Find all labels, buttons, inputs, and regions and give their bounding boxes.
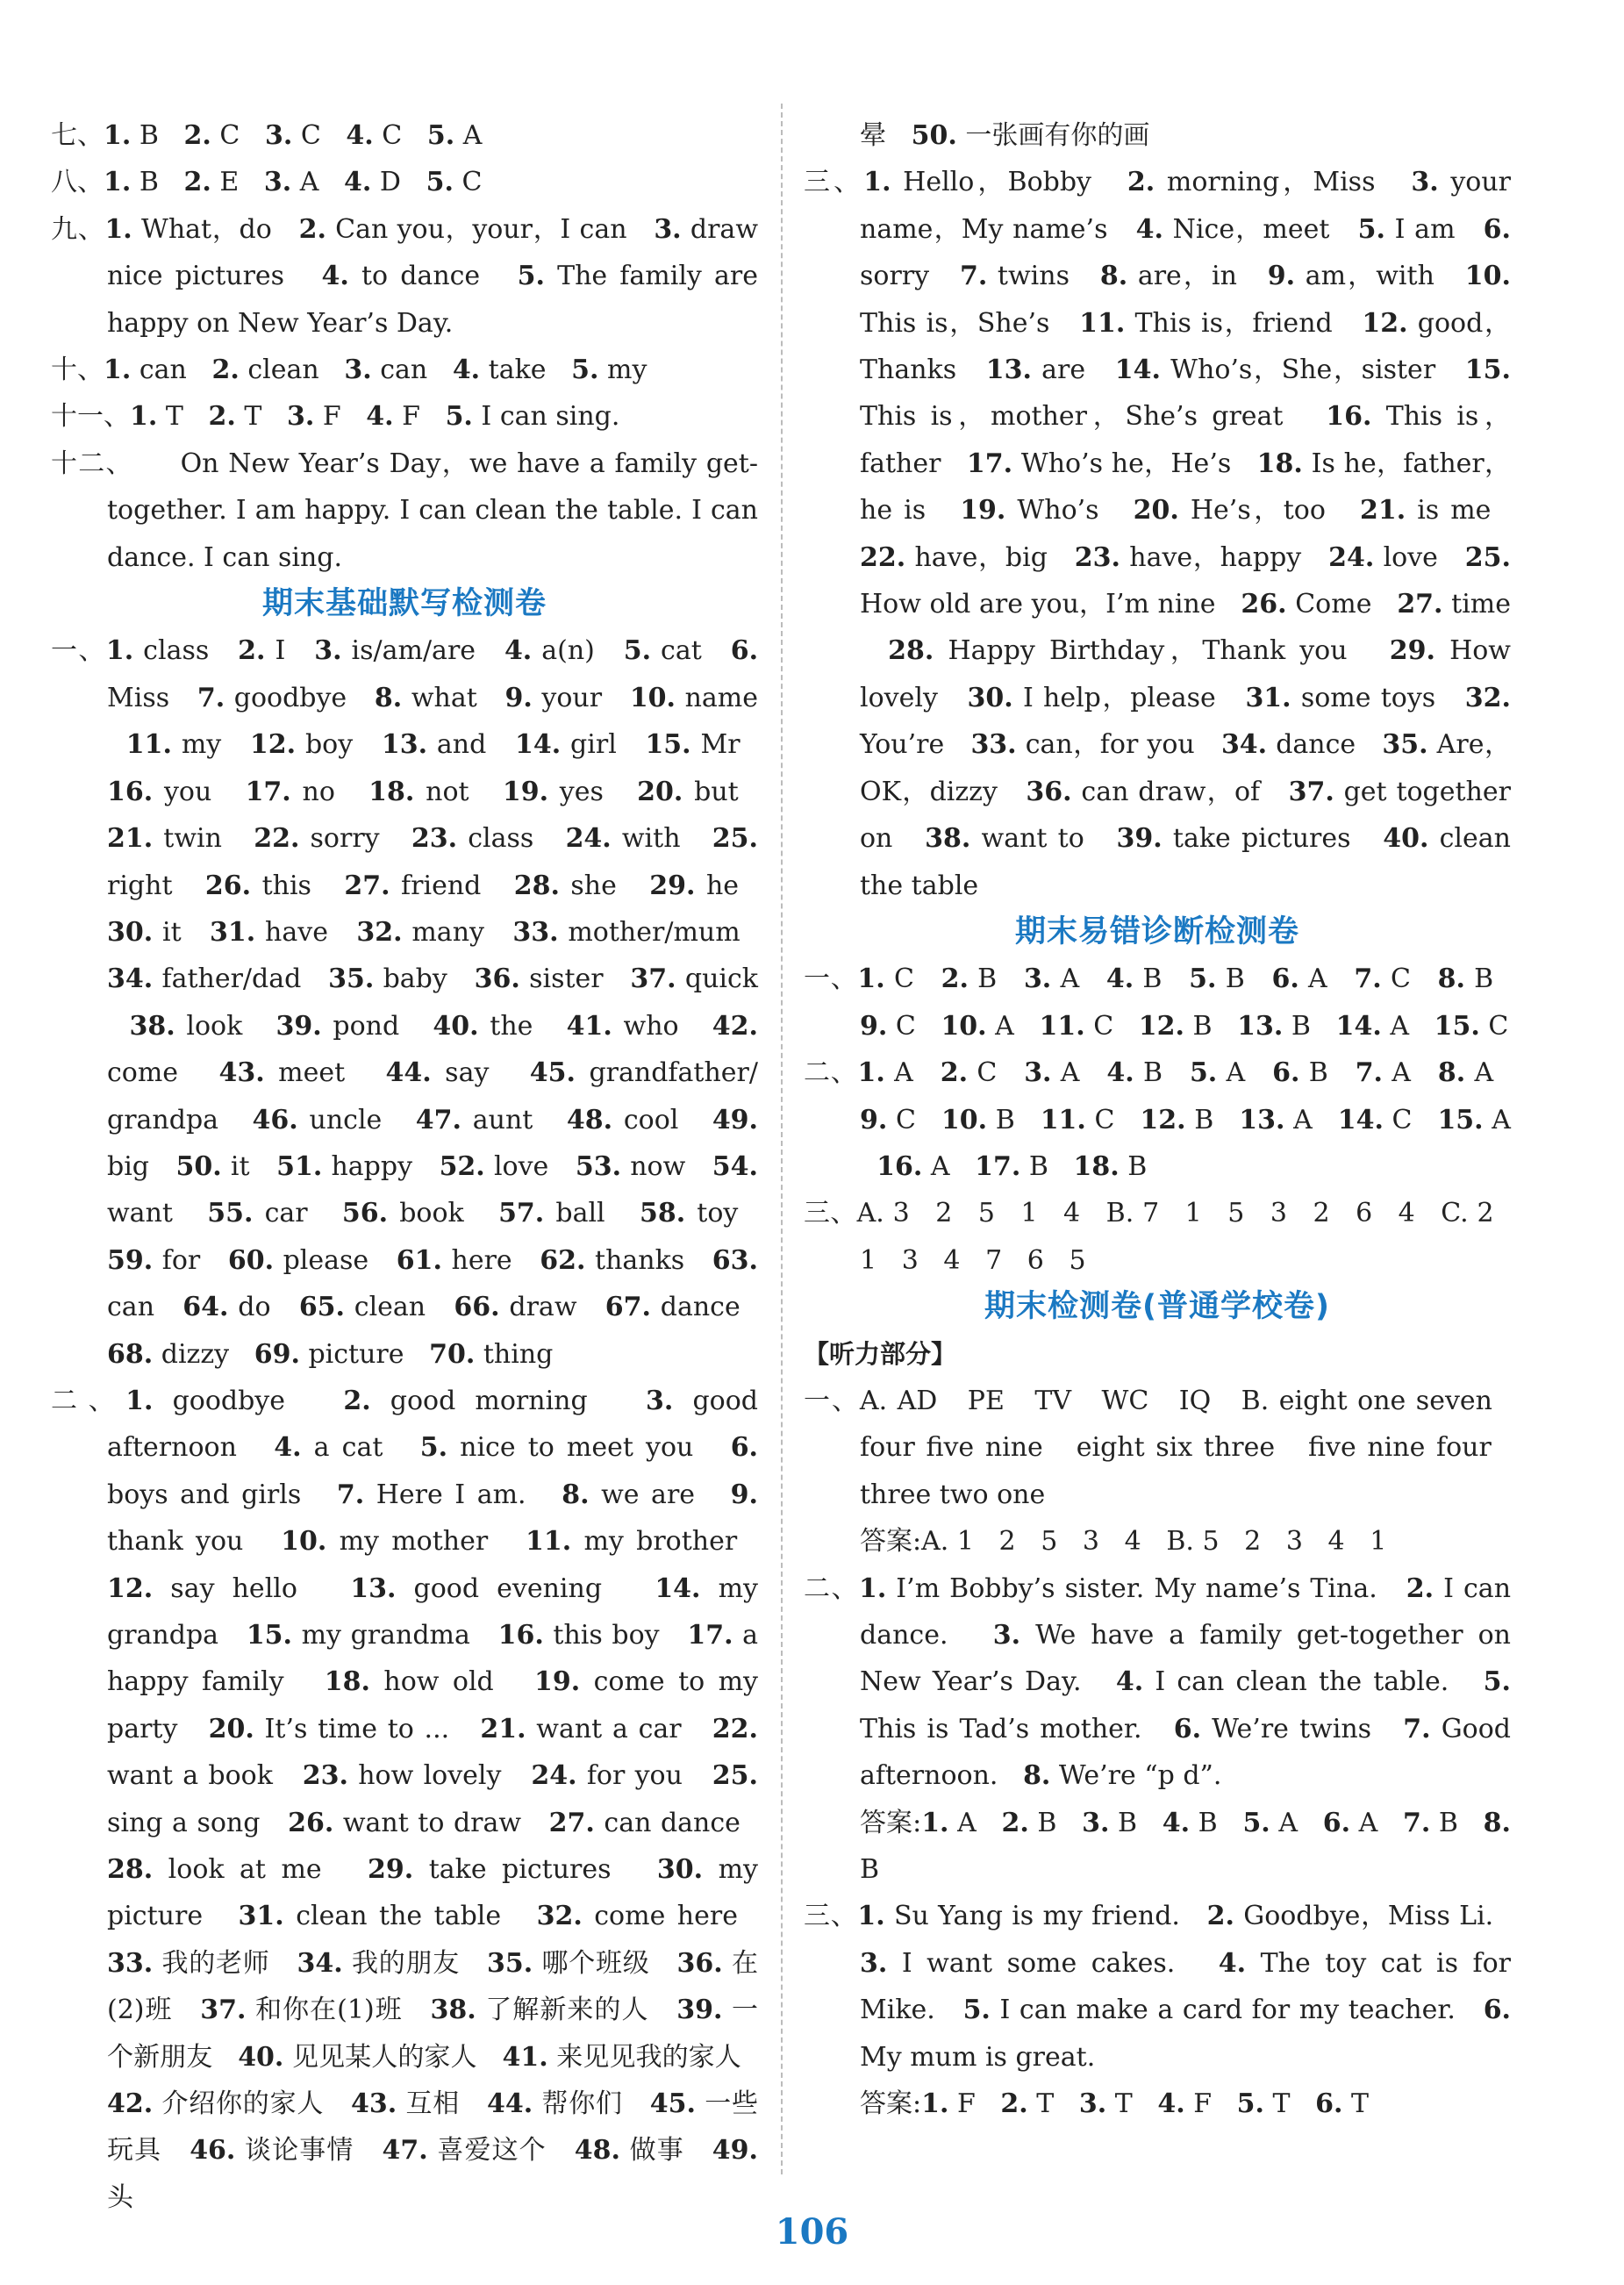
answer-section: 八、1. B 2. E 3. A 4. D 5. C: [51, 167, 483, 198]
answer-section: 九、1. What，do 2. Can you，your，I can 3. draw nice pictures 4. to dance 5. The family are happy on New Year’s Day.: [51, 213, 759, 339]
right-column: [804, 112, 1511, 2127]
column-divider: [781, 104, 783, 2174]
answer-section: 一、1. class 2. I 3. is/am/are 4. a(n) 5. cat 6. Miss 7. goodbye 8. what 9. your 10. name 11. my 12. boy 13. and 14. girl 15. Mr 16. you 17. no 18. not 19. yes 20. but 21. twin 22. sorry 23. class 24. with 25. right 26. this 27. friend 28. she 29. he 30. it 31. have 32. many 33. mother/mum 34. father/dad 35. baby 36. sister 37. quick 38. look 39. pond 40. the 41. who 42. come 43. meet 44. say 45. grandfather/ grandpa 46. uncle 47. aunt 48. cool 49. big 50. it 51. happy 52. love 53. now 54. want 55. car 56. book 57. ball 58. toy 59. for 60. please 61. here 62. thanks 63. can 64. do 65. clean 66. draw 67. dance 68. dizzy 69. picture 70. thing: [51, 635, 759, 1370]
answer-continuation: 答案:1. F 2. T 3. T 4. F 5. T 6. T: [860, 2088, 1370, 2120]
answer-continuation: 晕 50. 一张画有你的画: [860, 120, 1150, 151]
answer-section: 二、1. goodbye 2. good morning 3. good afternoon 4. a cat 5. nice to meet you 6. boys and girls 7. Here I am. 8. we are 9. thank you 10. my mother 11. my brother 12. say hello 13. good evening 14. my grandpa 15. my grandma 16. this boy 17. a happy family 18. how old 19. come to my party 20. It’s time to ... 21. want a car 22. want a book 23. how lovely 24. for you 25. sing a song 26. want to draw 27. can dance 28. look at me 29. take pictures 30. my picture 31. clean the table 32. come here 33. 我的老师 34. 我的朋友 35. 哪个班级 36. 在(2)班 37. 和你在(1)班 38. 了解新来的人 39. 一个新朋友 40. 见见某人的家人 41. 来见见我的家人 42. 介绍你的家人 43. 互相 44. 帮你们 45. 一些玩具 46. 谈论事情 47. 喜爱这个 48. 做事 49. 头: [51, 1385, 759, 2213]
answer-section: 一、A. AD PE TV WC IQ B. eight one seven four five nine eight six three five nine four three two one: [804, 1385, 1511, 1510]
section-heading: 期末检测卷(普通学校卷): [984, 1289, 1330, 1325]
answer-continuation: 答案:A. 1 2 5 3 4 B. 5 2 3 4 1: [860, 1526, 1387, 1558]
answer-section: 十一、1. T 2. T 3. F 4. F 5. I can sing.: [51, 401, 620, 433]
binding-edge: [0, 114, 12, 2132]
answer-section: 二、1. A 2. C 3. A 4. B 5. A 6. B 7. A 8. A 9. C 10. B 11. C 12. B 13. A 14. C 15. A 16. A 17. B 18. B: [804, 1057, 1511, 1182]
answer-section: 三、A. 3 2 5 1 4 B. 7 1 5 3 2 6 4 C. 2 1 3 4 7 6 5: [804, 1198, 1511, 1276]
answer-section: 二、1. I’m Bobby’s sister. My name’s Tina. 2. I can dance. 3. We have a family get-together on New Year’s Day. 4. I can clean the table. 5. This is Tad’s mother. 6. We’re twins 7. Good afternoon. 8. We’re “p d”.: [804, 1572, 1512, 1792]
answer-section: 三、1. Su Yang is my friend. 2. Goodbye，Miss Li. 3. I want some cakes. 4. The toy cat is for Mike. 5. I can make a card for my teacher. 6. My mum is great.: [804, 1901, 1512, 2073]
answer-section: 十、1. can 2. clean 3. can 4. take 5. my: [51, 355, 647, 386]
section-heading: 期末基础默写检测卷: [261, 586, 547, 622]
left-column: [51, 112, 758, 2221]
answer-section: 七、1. B 2. C 3. C 4. C 5. A: [51, 120, 483, 151]
section-heading: 期末易错诊断检测卷: [1014, 913, 1299, 949]
part-label: 【听力部分】: [804, 1338, 957, 1369]
answer-section: 一、1. C 2. B 3. A 4. B 5. B 6. A 7. C 8. B 9. C 10. A 11. C 12. B 13. B 14. A 15. C: [804, 963, 1511, 1042]
answer-section: 三、1. Hello，Bobby 2. morning，Miss 3. your name，My name’s 4. Nice，meet 5. I am 6. sorry 7. twins 8. are，in 9. am，with 10. This is，She’s 11. This is，friend 12. good，Thanks 13. are 14. Who’s，She，sister 15. This is，mother，She’s great 16. This is，father 17. Who’s he，He’s 18. Is he，father，he is 19. Who’s 20. He’s，too 21. is me 22. have，big 23. have，happy 24. love 25. How old are you，I’m nine 26. Come 27. time 28. Happy Birthday，Thank you 29. How lovely 30. I help，please 31. some toys 32. You’re 33. can，for you 34. dance 35. Are，OK，dizzy 36. can draw，of 37. get together on 38. want to 39. take pictures 40. clean the table: [804, 167, 1512, 901]
answer-continuation: 答案:1. A 2. B 3. B 4. B 5. A 6. A 7. B 8. B: [860, 1807, 1511, 1886]
answer-section: 十二、 On New Year’s Day，we have a family get-together. I am happy. I can clean the table. I can dance. I can sing.: [51, 448, 758, 573]
page-number: 106: [775, 2211, 849, 2253]
